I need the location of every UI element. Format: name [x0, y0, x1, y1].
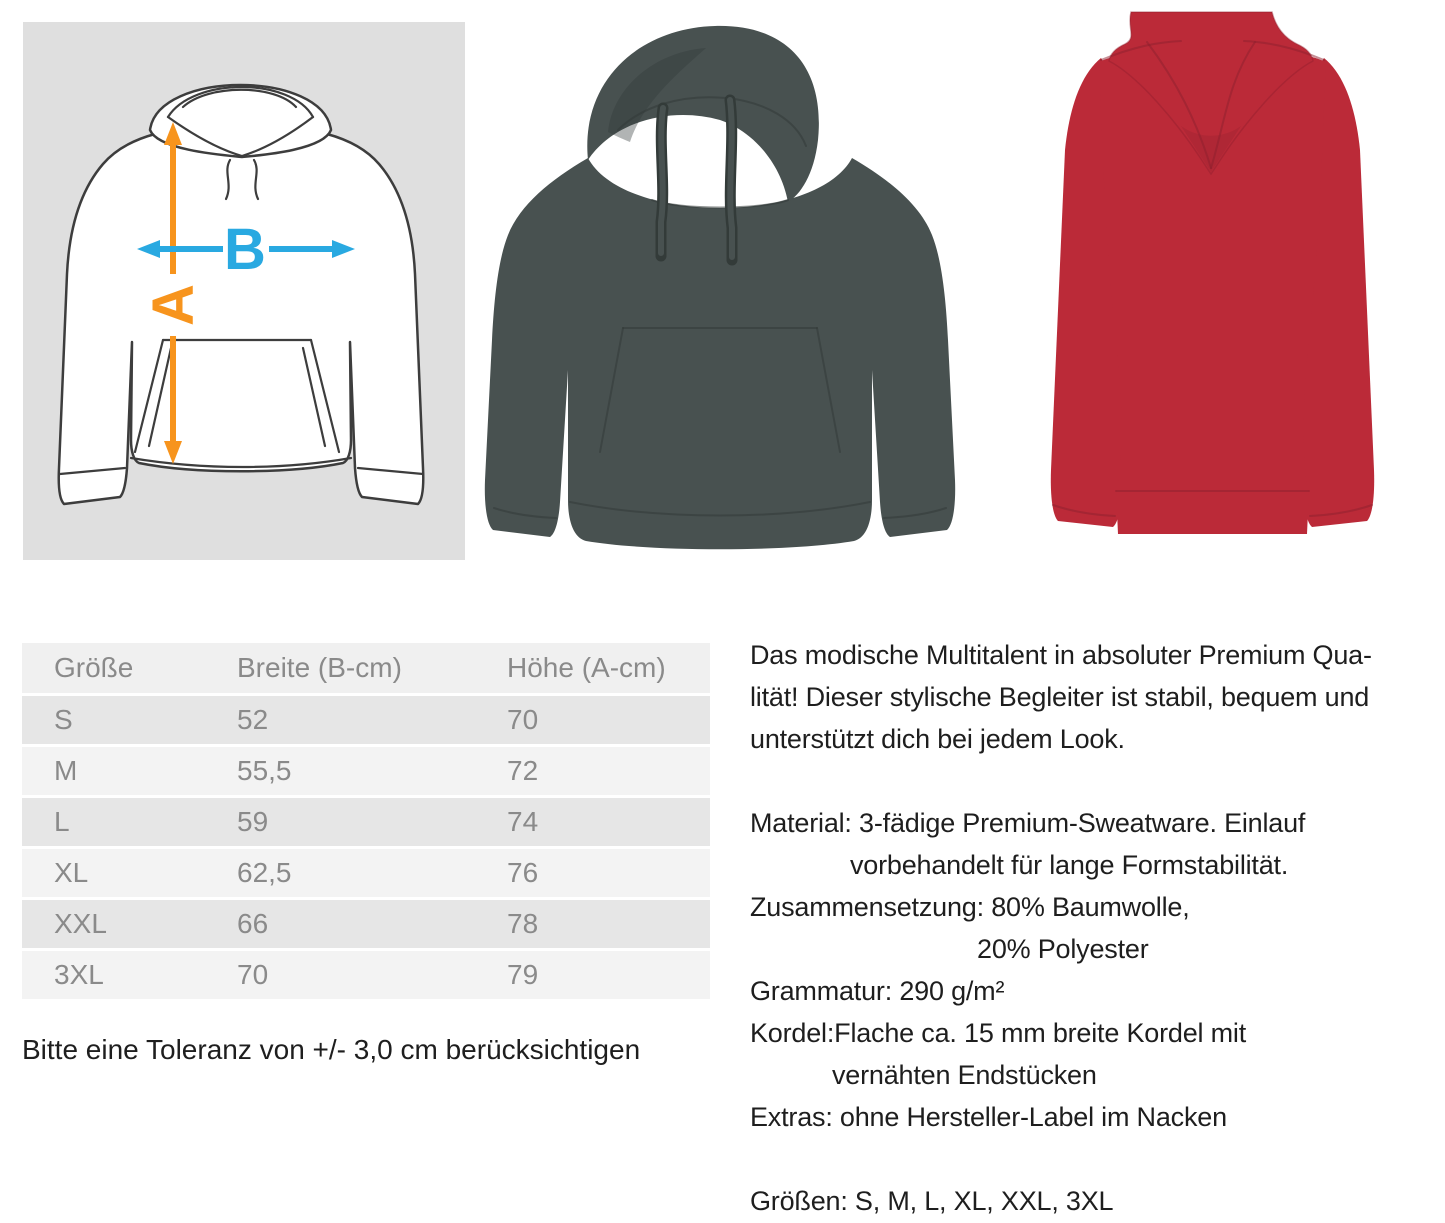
description-line-extras: Extras: ohne Hersteller-Label im Nacken	[750, 1102, 1227, 1132]
product-image-front	[480, 10, 960, 555]
cell-width: 66	[237, 908, 269, 939]
cell-width: 52	[237, 704, 269, 735]
cell-height: 76	[507, 857, 539, 888]
cell-height: 72	[507, 755, 539, 786]
cell-size: S	[54, 704, 73, 735]
description-spacer	[750, 760, 1430, 802]
size-table	[22, 643, 710, 999]
measurement-label-a: A	[141, 284, 206, 326]
table-row	[22, 696, 710, 744]
description-line-material: vorbehandelt für lange Formstabilität.	[850, 850, 1289, 880]
hoodie-body-outline	[59, 134, 424, 504]
table-row	[22, 798, 710, 846]
description-line-composition: 20% Polyester	[977, 934, 1149, 964]
cell-width: 62,5	[237, 857, 292, 888]
table-row	[22, 747, 710, 795]
description-line-composition: Zusammensetzung: 80% Baumwolle,	[750, 892, 1190, 922]
table-row	[22, 849, 710, 897]
description-line: Das modische Multitalent in absoluter Premium Qua-	[750, 640, 1372, 670]
product-image-back	[985, 0, 1440, 545]
cell-size: XL	[54, 857, 89, 888]
cell-width: 70	[237, 959, 269, 990]
cell-width: 55,5	[237, 755, 292, 786]
description-line: unterstützt dich bei jedem Look.	[750, 724, 1125, 754]
description-line-sizes: Größen: S, M, L, XL, XXL, 3XL	[750, 1186, 1114, 1216]
table-row	[22, 900, 710, 948]
description-line-material: Material: 3-fädige Premium-Sweatware. Einlauf	[750, 808, 1306, 838]
hoodie-hood-outline	[150, 85, 331, 157]
column-header-size: Größe	[54, 652, 134, 683]
hoodie-outline-drawing	[23, 22, 465, 560]
measurement-label-b: B	[224, 217, 266, 282]
cell-size: 3XL	[54, 959, 104, 990]
cell-size: XXL	[54, 908, 107, 939]
column-header-width: Breite (B-cm)	[237, 652, 402, 683]
cell-height: 79	[507, 959, 539, 990]
cell-size: M	[54, 755, 78, 786]
tolerance-note: Bitte eine Toleranz von +/- 3,0 cm berücksichtigen	[22, 1034, 641, 1065]
column-header-height: Höhe (A-cm)	[507, 652, 666, 683]
product-description	[750, 634, 1430, 1222]
size-diagram	[23, 22, 465, 560]
cell-height: 74	[507, 806, 539, 837]
description-line-grammage: Grammatur: 290 g/m²	[750, 976, 1005, 1006]
cell-width: 59	[237, 806, 269, 837]
description-line-cord: vernähten Endstücken	[832, 1060, 1097, 1090]
description-line-cord: Kordel:Flache ca. 15 mm breite Kordel mit	[750, 1018, 1247, 1048]
table-row	[22, 951, 710, 999]
size-table-header	[22, 643, 710, 693]
cell-height: 78	[507, 908, 539, 939]
description-line: lität! Dieser stylische Begleiter ist stabil, bequem und	[750, 682, 1370, 712]
description-spacer	[750, 1138, 1430, 1180]
cell-size: L	[54, 806, 70, 837]
cell-height: 70	[507, 704, 539, 735]
